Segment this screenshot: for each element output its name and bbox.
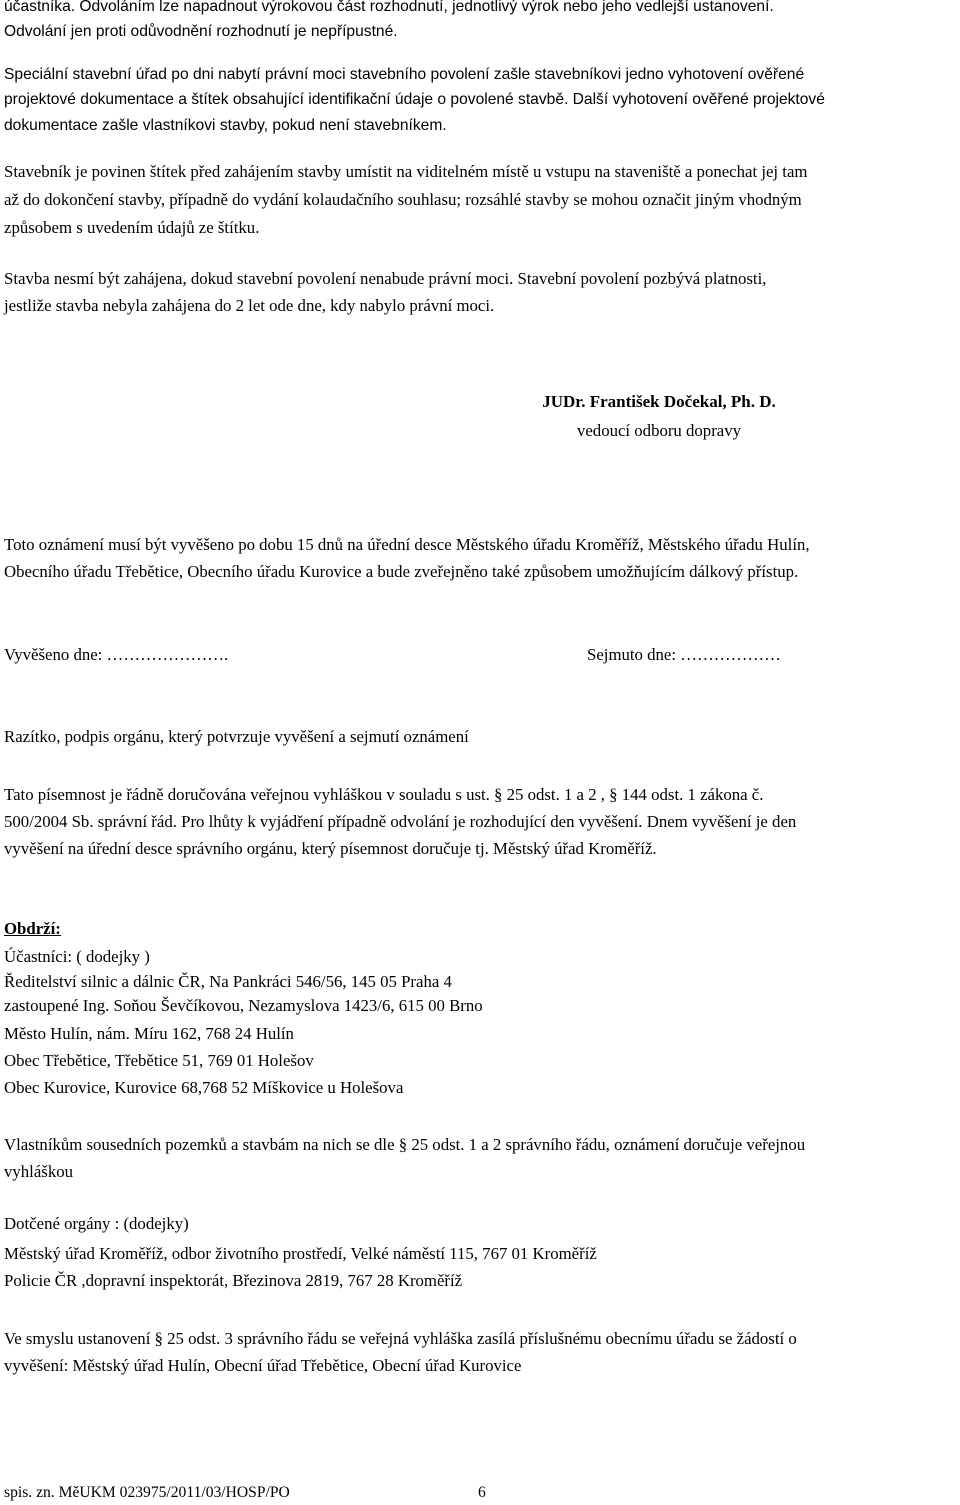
- appeal-line-2: Odvolání jen proti odůvodnění rozhodnutí je nepřípustné.: [4, 23, 398, 41]
- list-item: Policie ČR ,dopravní inspektorát, Březinova 2819, 767 28 Kroměříž: [4, 1271, 463, 1291]
- validity-line-1: Stavba nesmí být zahájena, dokud stavební povolení nenabude právní moci. Stavební povolení pozbývá platnosti,: [4, 269, 767, 288]
- notice-line-2: Obecního úřadu Třebětice, Obecního úřadu Kurovice a bude zveřejněno také způsobem umožňujícím dálkový přístup.: [4, 562, 799, 582]
- participants-label: Účastníci: ( dodejky ): [4, 947, 150, 966]
- builder-line-3: způsobem s uvedením údajů ze štítku.: [4, 217, 260, 237]
- signatory-role: vedoucí odboru dopravy: [576, 421, 742, 440]
- appeal-paragraph: [4, 0, 956, 45]
- posted-date-field: [4, 645, 228, 665]
- builder-paragraph: [4, 158, 956, 242]
- list-item: Ředitelství silnic a dálnic ČR, Na Pankráci 546/56, 145 05 Praha 4: [4, 972, 452, 991]
- document-page: [4, 0, 956, 1505]
- sense-line-1: Ve smyslu ustanovení § 25 odst. 3 správního řádu se veřejná vyhláška zasílá příslušnému obecnímu úřadu se žádostí o: [4, 1329, 797, 1348]
- page-number: 6: [478, 1484, 486, 1501]
- notice-line-1: Toto oznámení musí být vyvěšeno po dobu 15 dnů na úřední desce Městského úřadu Kroměříž, Městského úřadu Hulín,: [4, 535, 810, 554]
- list-item: zastoupené Ing. Soňou Ševčíkovou, Nezamyslova 1423/6, 615 00 Brno: [4, 995, 483, 1015]
- notice-paragraph: [4, 531, 956, 585]
- delivery-paragraph: [4, 781, 956, 863]
- posted-label: Vyvěšeno dne:: [4, 645, 103, 664]
- delivery-line-3: vyvěšení na úřední desce správního orgánu, který písemnost doručuje tj. Městský úřad Kroměříž.: [4, 839, 657, 859]
- list-item: Obec Třebětice, Třebětice 51, 769 01 Holešov: [4, 1051, 314, 1071]
- signatory-name: JUDr. František Dočekal, Ph. D.: [542, 392, 776, 411]
- sense-paragraph: [4, 1325, 956, 1379]
- sense-line-2: vyvěšení: Městský úřad Hulín, Obecní úřad Třebětice, Obecní úřad Kurovice: [4, 1356, 522, 1376]
- removed-label: Sejmuto dne:: [587, 645, 677, 664]
- authorities-list: [4, 1240, 597, 1294]
- delivery-line-2: 500/2004 Sb. správní řád. Pro lhůty k vyjádření případně odvolání je rozhodující den vyvěšení. Dnem vyvěšení je den: [4, 812, 797, 832]
- list-item: Město Hulín, nám. Míru 162, 768 24 Hulín: [4, 1024, 294, 1043]
- participants-list-cont: [4, 1020, 403, 1102]
- validity-line-2: jestliže stavba nebyla zahájena do 2 let ode dne, kdy nabylo právní moci.: [4, 296, 495, 316]
- authorities-label: Dotčené orgány : (dodejky): [4, 1214, 189, 1233]
- stamp-note: Razítko, podpis orgánu, který potvrzuje vyvěšení a sejmutí oznámení: [4, 727, 469, 746]
- builder-line-1: Stavebník je povinen štítek před zahájením stavby umístit na viditelném místě u vstupu na staveniště a ponechat jej tam: [4, 162, 808, 181]
- special-office-paragraph: [4, 62, 956, 138]
- file-reference: spis. zn. MěUKM 023975/2011/03/HOSP/PO: [4, 1484, 290, 1501]
- posted-dots: ………………….: [102, 645, 229, 664]
- owners-line-1: Vlastníkům sousedních pozemků a stavbám na nich se dle § 25 odst. 1 a 2 správního řádu, oznámení doručuje veřejnou: [4, 1135, 806, 1154]
- appeal-line-1: účastníka. Odvoláním lze napadnout výrokovou část rozhodnutí, jednotlivý výrok nebo jeho vedlejší ustanovení.: [4, 0, 774, 15]
- builder-line-2: až do dokončení stavby, případně do vydání kolaudačního souhlasu; rozsáhlé stavby se mohou označit jiným vhodným: [4, 189, 802, 209]
- removed-dots: ………………: [676, 645, 781, 664]
- special-line-1: Speciální stavební úřad po dni nabytí právní moci stavebního povolení zašle stavebníkovi jedno vyhotovení ověřené: [4, 66, 805, 83]
- recipients-heading: Obdrží:: [4, 919, 61, 938]
- list-item: Obec Kurovice, Kurovice 68,768 52 Míškovice u Holešova: [4, 1078, 404, 1098]
- special-line-2: projektové dokumentace a štítek obsahující identifikační údaje o povolené stavbě. Další vyhotovení ověřené projektové: [4, 91, 825, 109]
- participants-list: [4, 970, 483, 1017]
- special-line-3: dokumentace zašle vlastníkovi stavby, pokud není stavebníkem.: [4, 116, 447, 134]
- list-item: Městský úřad Kroměříž, odbor životního prostředí, Velké náměstí 115, 767 01 Kroměříž: [4, 1244, 597, 1263]
- delivery-line-1: Tato písemnost je řádně doručována veřejnou vyhláškou v souladu s ust. § 25 odst. 1 a 2 , § 144 odst. 1 zákona č.: [4, 785, 764, 804]
- owners-paragraph: [4, 1131, 956, 1185]
- removed-date-field: [587, 645, 781, 665]
- owners-line-2: vyhláškou: [4, 1162, 73, 1182]
- validity-paragraph: [4, 265, 956, 319]
